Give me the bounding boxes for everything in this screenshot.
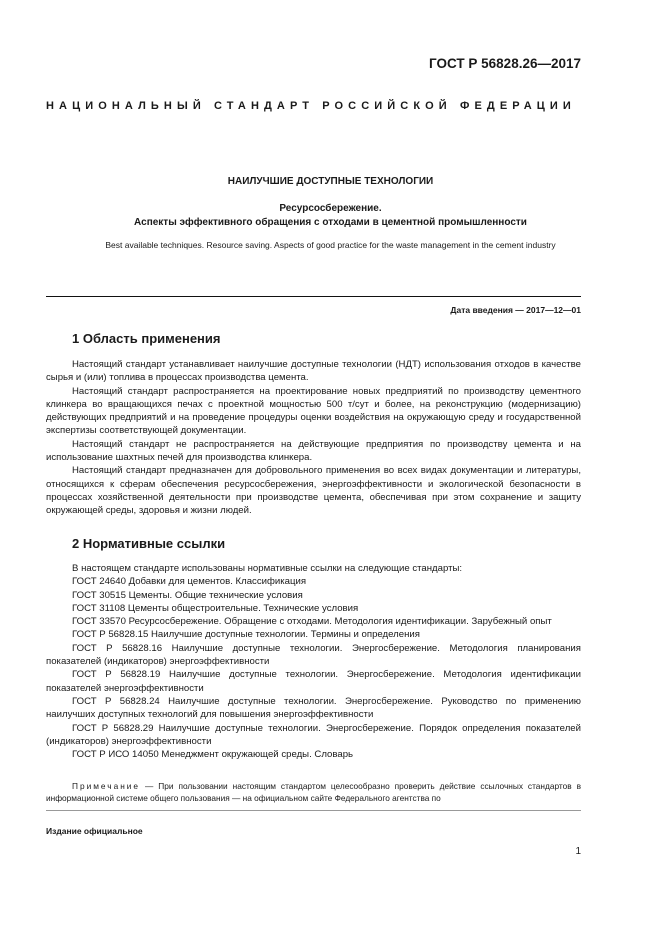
title-divider: [46, 296, 581, 297]
page-number: 1: [575, 846, 581, 857]
reference-item: ГОСТ Р ИСО 14050 Менеджмент окружающей среды. Словарь: [72, 749, 354, 761]
national-standard-title: НАЦИОНАЛЬНЫЙ СТАНДАРТ РОССИЙСКОЙ ФЕДЕРАЦИИ: [46, 100, 576, 112]
footer-divider: [46, 810, 581, 811]
reference-item: ГОСТ 31108 Цементы общестроительные. Технические условия: [72, 602, 359, 614]
document-title: НАИЛУЧШИЕ ДОСТУПНЫЕ ТЕХНОЛОГИИ: [227, 176, 434, 187]
note-text: — При пользовании настоящим стандартом целесообразно проверить действие ссылочных стандартов в информационной системе общего пользования — на официальном сайте Федерального агентства по: [46, 781, 581, 803]
section-1-paragraph: Настоящий стандарт распространяется на проектирование новых предприятий по производству цементного клинкера во вращающихся печах с проектной мощностью 500 т/сут и более, на реконструкцию (модернизацию) действующих предприятий и на проведение процедуры оценки воздействия на окружающую среду и государственной экспертизы соответствующей документации.: [46, 385, 581, 437]
reference-item: ГОСТ 30515 Цементы. Общие технические условия: [72, 589, 303, 601]
section-1-heading: 1 Область применения: [72, 331, 221, 346]
section-1-paragraph: Настоящий стандарт не распространяется на действующие предприятия по производству цемента и на использование шахтных печей для производства клинкера.: [46, 438, 581, 464]
section-2-body: [46, 562, 581, 761]
reference-item: ГОСТ Р 56828.24 Наилучшие доступные технологии. Энергосбережение. Руководство по применению наилучших доступных технологий для повышения энергоэффективности: [46, 695, 581, 721]
reference-item: ГОСТ Р 56828.29 Наилучшие доступные технологии. Энергосбережение. Порядок определения показателей (индикаторов) энергоэффективности: [46, 722, 581, 747]
gost-number: ГОСТ Р 56828.26—2017: [429, 56, 581, 71]
section-1-body: [46, 358, 581, 518]
note: [46, 780, 581, 804]
section-2-heading: 2 Нормативные ссылки: [72, 536, 226, 551]
section-1-paragraph: Настоящий стандарт предназначен для добровольного применения во всех видах документации и литературы, относящихся к сферам обеспечения ресурсосбережения, энергоэффективности и экологической безопасности в процессах хозяйственной деятельности при производстве цемента, обеспечивая при этом сохранение и защиту окружающей среды, здоровья и жизни людей.: [46, 465, 581, 517]
subtitle-line-2: Аспекты эффективного обращения с отходами в цементной промышленности: [134, 217, 527, 228]
english-title: Best available techniques. Resource saving. Aspects of good practice for the waste management in the cement industry: [105, 240, 556, 250]
reference-item: ГОСТ Р 56828.19 Наилучшие доступные технологии. Энергосбережение. Методология идентификации показателей энергоэффективности: [46, 669, 581, 694]
reference-item: ГОСТ 33570 Ресурсосбережение. Обращение с отходами. Методология идентификации. Зарубежный опыт: [72, 616, 552, 628]
reference-item: ГОСТ 24640 Добавки для цементов. Классификация: [72, 576, 307, 588]
section-1-paragraph: Настоящий стандарт устанавливает наилучшие доступные технологии (НДТ) использования отходов в качестве сырья и (или) топлива в процессах производства цемента.: [46, 359, 581, 384]
edition-label: Издание официальное: [46, 826, 143, 836]
document-subtitle: [0, 202, 661, 230]
reference-item: ГОСТ Р 56828.16 Наилучшие доступные технологии. Энергосбережение. Методология планирования показателей (индикаторов) энергоэффективности: [46, 642, 581, 668]
note-label: Примечание: [72, 781, 141, 791]
introduction-date: Дата введения — 2017—12—01: [450, 305, 581, 315]
subtitle-line-1: Ресурсосбережение.: [279, 203, 382, 214]
section-2-intro: В настоящем стандарте использованы нормативные ссылки на следующие стандарты:: [72, 563, 463, 574]
reference-item: ГОСТ Р 56828.15 Наилучшие доступные технологии. Термины и определения: [72, 629, 420, 641]
